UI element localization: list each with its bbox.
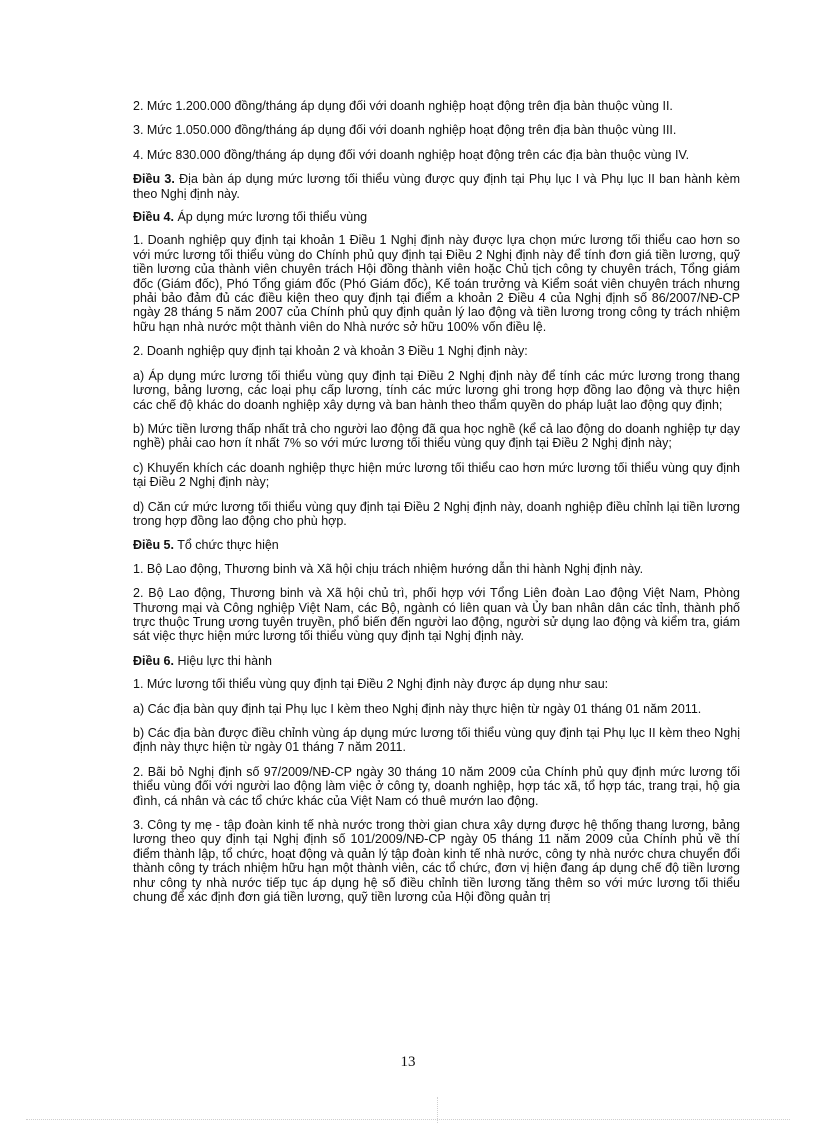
article-4-clause-2a: a) Áp dụng mức lương tối thiểu vùng quy định tại Điều 2 Nghị định này để tính các mức lương trong thang lương, bảng lương, các loại phụ cấp lương, tính các mức lương ghi trong hợp đồng lao động và thực hiện các chế độ khác do doanh nghiệp xây dựng và ban hành theo thẩm quyền do pháp luật lao động quy định; (133, 368, 740, 412)
article-5-clause-1: 1. Bộ Lao động, Thương binh và Xã hội chịu trách nhiệm hướng dẫn thi hành Nghị định này. (133, 561, 644, 576)
paragraph-muc-vung-3: 3. Mức 1.050.000 đồng/tháng áp dụng đối với doanh nghiệp hoạt động trên địa bàn thuộc vùng III. (133, 123, 677, 138)
article-6-clause-1: 1. Mức lương tối thiểu vùng quy định tại Điều 2 Nghị định này được áp dụng như sau: (133, 677, 609, 692)
article-5-clause-2: 2. Bộ Lao động, Thương binh và Xã hội chủ trì, phối hợp với Tổng Liên đoàn Lao động Việt Nam, Phòng Thương mại và Công nghiệp Việt Nam, các Bộ, ngành có liên quan và Ủy ban nhân dân các tỉnh, thành phố trực thuộc Trung ương tuyên truyền, phổ biến đến người lao động, người sử dụng lao động và kiểm tra, giám sát việc thực hiện mức lương tối thiểu vùng quy định tại Nghị định này. (133, 586, 740, 644)
page-bottom-border (26, 1119, 790, 1120)
article-5-title: Tổ chức thực hiện (174, 538, 279, 553)
article-4-title: Áp dụng mức lương tối thiểu vùng (174, 210, 368, 225)
article-5-heading (133, 538, 740, 552)
paragraph-muc-vung-2: 2. Mức 1.200.000 đồng/tháng áp dụng đối với doanh nghiệp hoạt động trên địa bàn thuộc vùng II. (133, 99, 673, 113)
article-4-number: Điều 4. (133, 210, 174, 225)
article-6-title: Hiệu lực thi hành (174, 653, 273, 668)
article-6-heading (133, 654, 740, 668)
article-6-number: Điều 6. (133, 653, 174, 668)
article-5-number: Điều 5. (133, 538, 174, 553)
paragraph-muc-vung-4: 4. Mức 830.000 đồng/tháng áp dụng đối với doanh nghiệp hoạt động trên các địa bàn thuộc vùng IV. (133, 147, 690, 162)
article-4-clause-2: 2. Doanh nghiệp quy định tại khoản 2 và khoản 3 Điều 1 Nghị định này: (133, 344, 528, 359)
article-6-clause-1b: b) Các địa bàn được điều chỉnh vùng áp dụng mức lương tối thiểu vùng quy định tại Phụ lục II kèm theo Nghị định này thực hiện từ ngày 01 tháng 7 năm 2011. (133, 726, 740, 755)
page-number: 13 (400, 1054, 416, 1070)
article-6-clause-2: 2. Bãi bỏ Nghị định số 97/2009/NĐ-CP ngày 30 tháng 10 năm 2009 của Chính phủ quy định mức lương tối thiểu vùng đối với người lao động làm việc ở công ty, doanh nghiệp, hợp tác xã, tổ hợp tác, trang trại, hộ gia đình, cá nhân và các tổ chức khác của Việt Nam có thuê mướn lao động. (133, 764, 740, 808)
article-4-clause-2d: d) Căn cứ mức lương tối thiểu vùng quy định tại Điều 2 Nghị định này, doanh nghiệp điều chỉnh lại tiền lương trong hợp đồng lao động cho phù hợp. (133, 499, 740, 528)
article-4-clause-2b: b) Mức tiền lương thấp nhất trả cho người lao động đã qua học nghề (kể cả lao động do doanh nghiệp tự dạy nghề) phải cao hơn ít nhất 7% so với mức lương tối thiểu vùng quy định tại Điều 2 Nghị định này; (133, 421, 740, 451)
article-3-text: Địa bàn áp dụng mức lương tối thiểu vùng được quy định tại Phụ lục I và Phụ lục II ban hành kèm theo Nghị định này. (133, 172, 740, 201)
article-3 (133, 172, 740, 201)
article-3-number: Điều 3. (133, 172, 175, 187)
article-4-heading (133, 210, 740, 224)
article-6-clause-1a: a) Các địa bàn quy định tại Phụ lục I kèm theo Nghị định này thực hiện từ ngày 01 tháng 01 năm 2011. (133, 701, 702, 716)
article-4-clause-1: 1. Doanh nghiệp quy định tại khoản 1 Điều 1 Nghị định này được lựa chọn mức lương tối thiểu cao hơn so với mức lương tối thiểu vùng do Chính phủ quy định tại Điều 2 Nghị định này để tính đơn giá tiền lương, quỹ tiền lương của thành viên chuyên trách Hội đồng thành viên hoặc Chủ tịch công ty chuyên trách, Tổng giám đốc (Giám đốc), Phó Tổng giám đốc (Phó Giám đốc), Kế toán trưởng và Kiểm soát viên chuyên trách nhưng phải bảo đảm đủ các điều kiện theo quy định tại điểm a khoản 2 Điều 4 của Nghị định số 86/2007/NĐ-CP ngày 28 tháng 5 năm 2007 của Chính phủ quy định quản lý lao động và tiền lương trong công ty trách nhiệm hữu hạn nhà nước một thành viên do Nhà nước sở hữu 100% vốn điều lệ. (133, 233, 740, 334)
article-4-clause-2c: c) Khuyến khích các doanh nghiệp thực hiện mức lương tối thiểu cao hơn mức lương tối thiểu vùng quy định tại Điều 2 Nghị định này; (133, 460, 740, 490)
article-6-clause-3: 3. Công ty mẹ - tập đoàn kinh tế nhà nước trong thời gian chưa xây dựng được hệ thống thang lương, bảng lương theo quy định tại Nghị định số 101/2009/NĐ-CP ngày 05 tháng 11 năm 2009 của Chính phủ về thí điểm thành lập, tổ chức, hoạt động và quản lý tập đoàn kinh tế nhà nước, công ty nhà nước chưa chuyển đổi thành công ty trách nhiệm hữu hạn một thành viên, các tổ chức, đơn vị hiện đang áp dụng chế độ tiền lương như công ty nhà nước tiếp tục áp dụng hệ số điều chỉnh tiền lương tăng thêm so với mức lương tối thiểu chung để xác định đơn giá tiền lương, quỹ tiền lương của Hội đồng quản trị (133, 818, 740, 905)
document-body (133, 99, 740, 914)
